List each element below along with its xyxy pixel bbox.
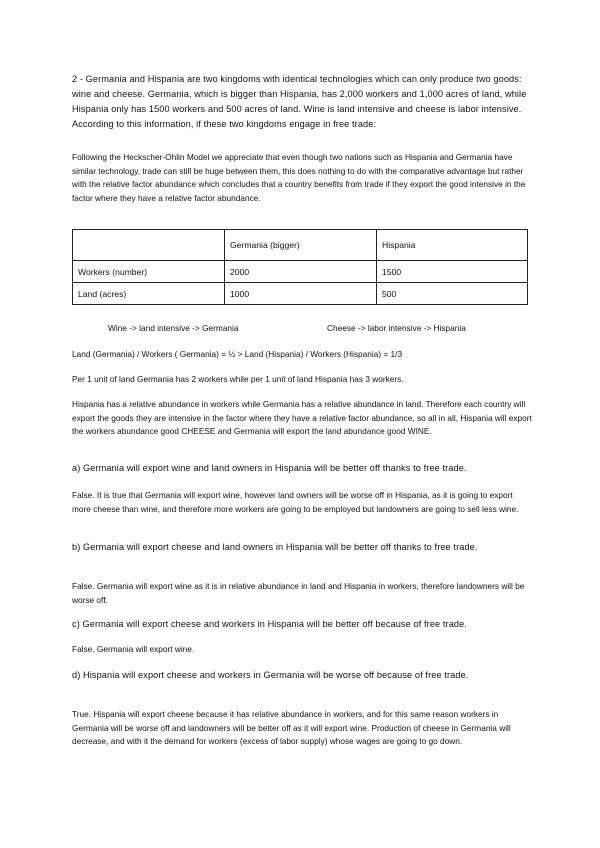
option-b-question: b) Germania will export cheese and land owners in Hispania will be better off thanks to free trade. [72,542,478,552]
table-header-cell [73,230,225,261]
table-cell: 2000 [225,261,377,283]
table-cell: 500 [377,283,528,305]
table-cell: 1500 [377,261,528,283]
option-d-question: d) Hispania will export cheese and workers in Germania will be worse off because of free trade. [72,670,469,680]
table-cell: 1000 [225,283,377,305]
per-unit-line: Per 1 unit of land Germania has 2 workers while per 1 unit of land Hispania has 3 workers. [72,374,404,384]
hecksher-ohlin-paragraph: Following the Heckscher-Ohlin Model we appreciate that even though two nations such as Hispania and Germania have similar technology, trade can still be huge between them, this does nothing to do with the comparative advantage but rather with the relative factor abundance which concludes that a country benefits from trade if they export the good intensive in the factor where they have a relative factor abundance. [72,152,526,203]
option-a-question: a) Germania will export wine and land owners in Hispania will be better off thanks to free trade. [72,463,467,473]
table-header-cell: Germania (bigger) [225,230,377,261]
option-a-answer: False. It is true that Germania will export wine, however land owners will be worse off in Hispania, as it is going to export more cheese than wine, and therefore more workers are going to be employed but landowners are going to sell less wine. [72,490,519,514]
table-cell: Workers (number) [73,261,225,283]
table-cell: Land (acres) [73,283,225,305]
option-c-answer: False. Germania will export wine. [72,644,195,654]
table-header-cell: Hispania [377,230,528,261]
table-row [73,283,528,305]
intensity-hispania: Cheese -> labor intensive -> Hispania [327,323,466,333]
option-b-answer: False. Germania will export wine as it is in relative abundance in land and Hispania in workers, therefore landowners will be worse off. [72,581,525,605]
factor-table [72,229,528,305]
question-intro: 2 - Germania and Hispania are two kingdoms with identical technologies which can only produce two goods: wine and cheese. Germania, which is bigger than Hispania, has 2,000 workers and 1,000 acres of land, while Hispania only has 1500 workers and 500 acres of land. Wine is land intensive and cheese is labor intensive. According to this information, if these two kingdoms engage in free trade: [72,74,527,129]
option-c-question: c) Germania will export cheese and workers in Hispania will be better off because of free trade. [72,619,467,629]
option-d-answer: True. Hispania will export cheese because it has relative abundance in workers, and for this same reason workers in Germania will be worse off and landowners will be better off as it will export wine. Production of cheese in Germania will decrease, and with it the demand for workers (excess of labor supply) whose wages are going to go down. [72,709,511,746]
table-row [73,261,528,283]
abundance-paragraph: Hispania has a relative abundance in workers while Germania has a relative abundance in land. Therefore each country will export the goods they are intensive in the factor where they have a relative factor abundance, so all in all, Hispania will export the workers abundance good CHEESE and Germania will export the land abundance good WINE. [72,399,532,436]
table-header-row [73,230,528,261]
intensity-germania: Wine -> land intensive -> Germania [108,323,239,333]
ratio-line: Land (Germania) / Workers ( Germania) = ½ > Land (Hispania) / Workers (Hispania) = 1/3 [72,349,403,359]
